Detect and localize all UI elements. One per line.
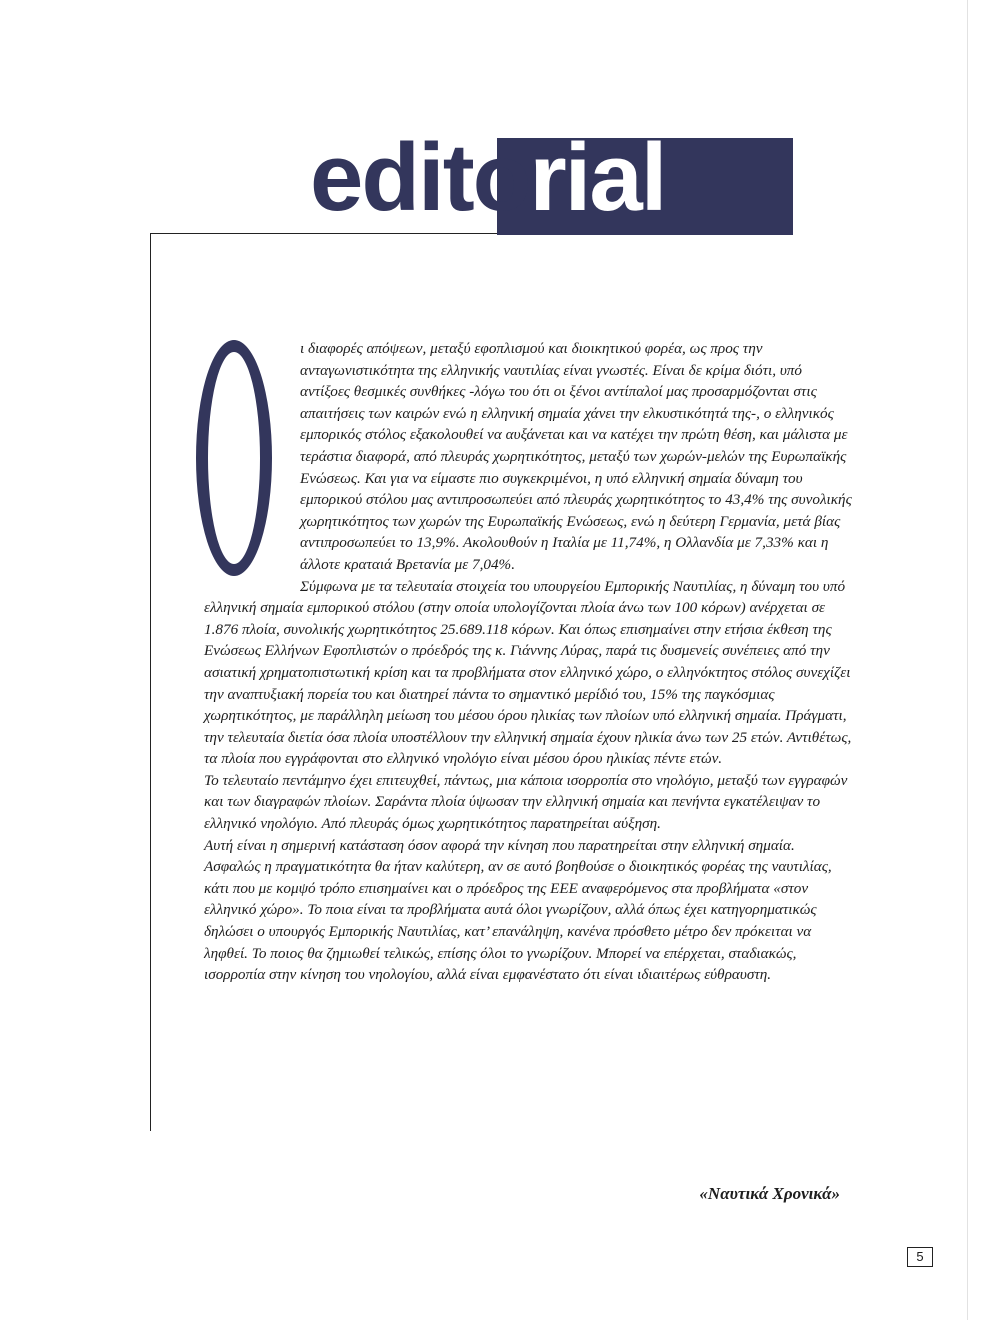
paragraph-1: ι διαφορές απόψεων, μεταξύ εφοπλισμού και διοικητικού φορέα, ως προς την ανταγωνιστικότητα της ελληνικής ναυτιλίας είναι γνωστές. Είναι δε κρίμα διότι, υπό αντίξοες θεσμικές συνθήκες -λόγω του ότι οι ξένοι αντίπαλοί μας προσαρμόζονται στις απαιτήσεις των καιρών ενώ η ελληνική σημαία χάνει την ελκυστικότητά της-, ο ελληνικός εμπορικός στόλος εξακολουθεί να αυξάνεται και να κατέχει την πρώτη θέση, και μάλιστα με τεράστια διαφορά, από πλευράς χωρητικότητος, μεταξύ των χωρών-μελών της Ευρωπαϊκής Ενώσεως. Και για να είμαστε πιο συγκεκριμένοι, η υπό ελληνική σημαία δύναμη του εμπορικού στόλου μας αντιπροσωπεύει από πλευράς χωρητικότητος το 43,4% της συνολικής χωρητικότητος των χωρών της Ευρωπαϊκής Ενώσεως, ενώ η δεύτερη Γερμανία, μετά βίας αντιπροσωπεύει το 13,9%. Ακολουθούν η Ιταλία με 11,74%, η Ολλανδία με 7,33% και η άλλοτε κραταιά Βρετανία με 7,04%. — [300, 340, 852, 573]
signature: «Ναυτικά Χρονικά» — [699, 1184, 840, 1203]
top-rule — [150, 233, 497, 234]
masthead-left-part: edito — [310, 124, 530, 231]
paragraph-4: Αυτή είναι η σημερινή κατάσταση όσον αφορά την κίνηση που παρατηρείται στην ελληνική σημαία. Ασφαλώς η πραγματικότητα θα ήταν καλύτερη, αν σε αυτό βοηθούσε ο διοικητικός φορέας της ναυτιλίας, κάτι που με κομψό τρόπο επισημαίνει και ο πρόεδρος της ΕΕΕ αναφερόμενος στα προβλήματα «στον ελληνικό χώρο». Το ποια είναι τα προβλήματα αυτά όλοι γνωρίζουν, αλλά όπως έχει κατηγορηματικώς δηλώσει ο υπουργός Εμπορικής Ναυτιλίας, κατ’ επανάληψη, κανένα πρόσθετο μέτρο δεν πρόκειται να ληφθεί. Το ποιος θα ζημιωθεί τελικώς, επίσης όλοι το γνωρίζουν. Μπορεί να επέρχεται, σταδιακώς, ισορροπία στην κίνηση του νηολογίου, αλλά είναι εμφανέστατο ότι είναι ιδιαιτέρως εύθραυστη. — [204, 836, 832, 984]
paragraph-2: Σύμφωνα με τα τελευταία στοιχεία του υπουργείου Εμπορικής Ναυτιλίας, η δύναμη του υπό ελληνική σημαία εμπορικού στόλου (στην οποία υπολογίζονται πλοία άνω των 100 κόρων) ανέρχεται σε 1.876 πλοία, συνολικής χωρητικότητος 25.689.118 κόρων. Και όπως επισημαίνει στην ετήσια έκθεση της Ενώσεως Ελλήνων Εφοπλιστών ο πρόεδρός της κ. Γιάννης Λύρας, παρά τις δυσμενείς συνέπειες από την ασιατική χρηματοπιστωτική κρίση και τα προβλήματα στον ελληνικό χώρο, ο ελληνόκτητος στόλος συνεχίζει την αναπτυξιακή πορεία του και διατηρεί πάντα το σημαντικό μερίδιό του, 15% της παγκόσμιας χωρητικότητος, με παράλληλη μείωση του μέσου όρου ηλικίας των πλοίων υπό ελληνική σημαία. Πράγματι, την τελευταία διετία όσα πλοία υποστέλλουν την ελληνική σημαία έχουν ηλικία άνω των 25 ετών. Αντιθέτως, τα πλοία που εγγράφονται στο ελληνικό νηολόγιο είναι μέσου όρου ηλικίας πέντε ετών. — [204, 577, 852, 768]
drop-cap-spacer — [204, 338, 300, 586]
left-rule — [150, 233, 151, 1131]
article-body — [204, 338, 854, 986]
paragraph-3: Το τελευταίο πεντάμηνο έχει επιτευχθεί, πάντως, μια κάποια ισορροπία στο νηολόγιο, μεταξύ των εγγραφών και των διαγραφών πλοίων. Σαράντα πλοία ύψωσαν την ελληνική σημαία και πενήντα εγκατέλειψαν το ελληνικό νηολόγιο. Από πλευράς όμως χωρητικότητος παρατηρείται αύξηση. — [204, 771, 848, 833]
masthead-right-part: rial — [529, 124, 666, 231]
page-number: 5 — [907, 1247, 933, 1267]
masthead-title — [310, 124, 666, 231]
